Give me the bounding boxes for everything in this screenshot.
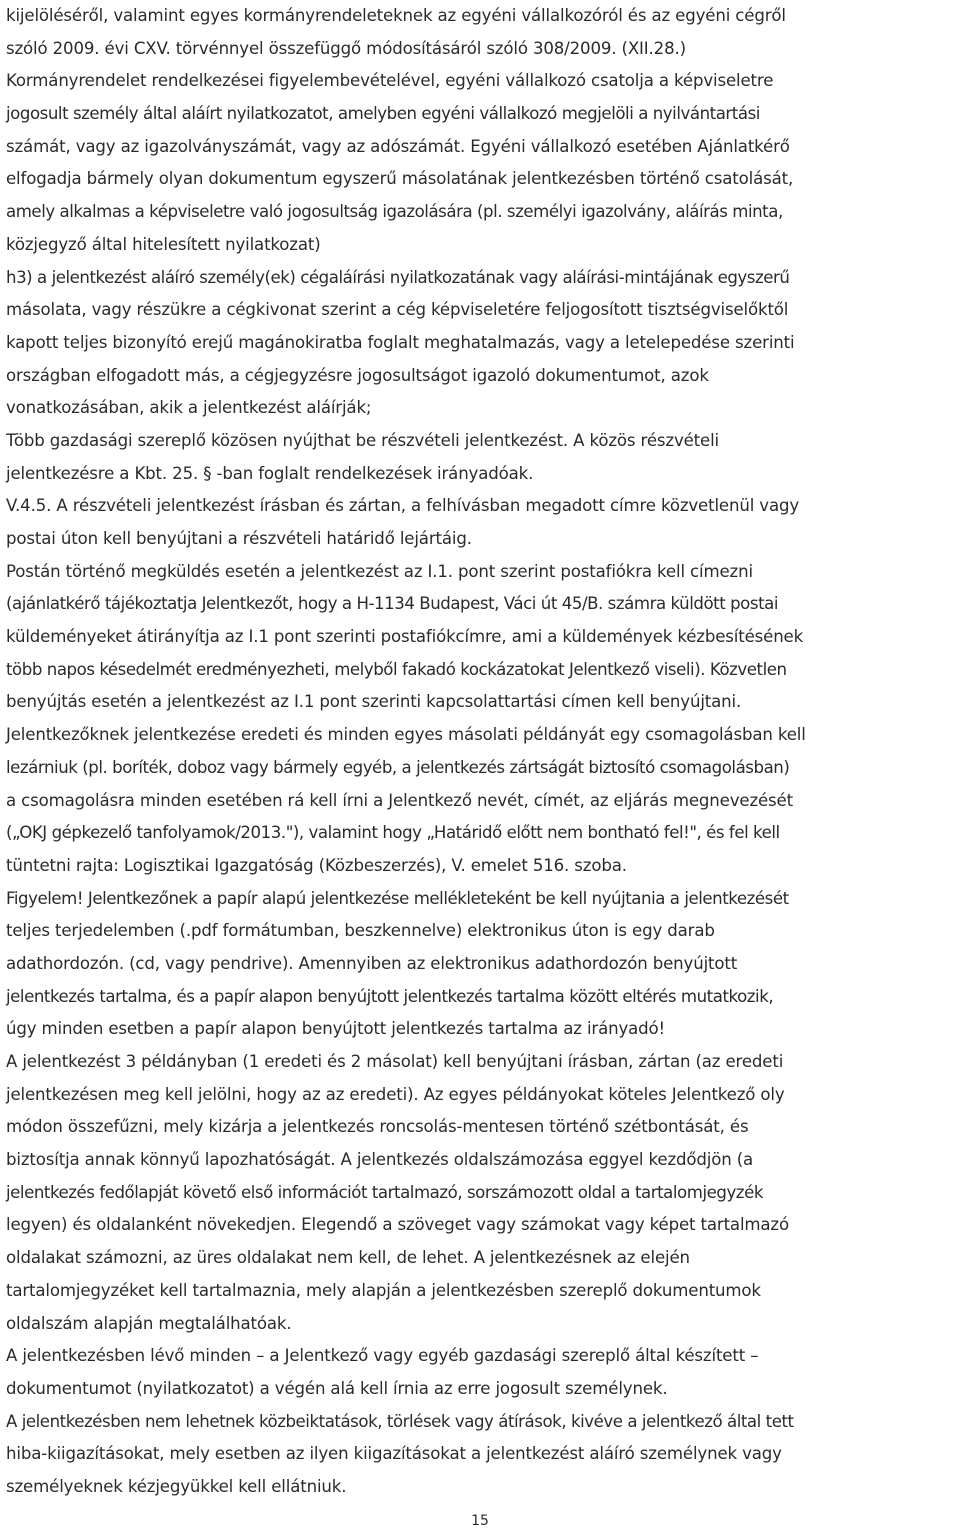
paragraph-packaging [6, 719, 956, 882]
text-line: Több gazdasági szereplő közösen nyújthat be részvételi jelentkezést. A közös részvételi [6, 430, 720, 450]
paragraph-h3-signature [6, 262, 956, 425]
page-number: 15 [471, 1513, 489, 1529]
text-line: hiba-kiigazításokat, mely esetben az ilyen kiigazításokat a jelentkezést aláíró személynek vagy [6, 1444, 782, 1464]
text-line: biztosítja annak könnyű lapozhatóságát. A jelentkezés oldalszámozása eggyel kezdődjön (a [6, 1150, 754, 1170]
text-line: („OKJ gépkezelő tanfolyamok/2013."), valamint hogy „Határidő előtt nem bontható fel!", és fel kell [6, 823, 780, 843]
text-line: szóló 2009. évi CXV. törvénnyel összefüggő módosításáról szóló 308/2009. (XII.28.) [6, 38, 686, 58]
text-line: küldeményeket átirányítja az I.1 pont szerinti postafiókcímre, ami a küldemények kézbesítésének [6, 627, 804, 647]
paragraph-corrections [6, 1406, 956, 1504]
text-line: dokumentumot (nyilatkozatot) a végén alá kell írnia az erre jogosult személynek. [6, 1378, 668, 1398]
text-line: jelentkezésre a Kbt. 25. § -ban foglalt rendelkezések irányadóak. [6, 463, 534, 483]
text-line: A jelentkezésben lévő minden – a Jelentkező vagy egyéb gazdasági szereplő által készített – [6, 1346, 759, 1366]
text-line: benyújtás esetén a jelentkezést az I.1 pont szerinti kapcsolattartási címen kell benyújtani. [6, 692, 742, 712]
text-line: lezárniuk (pl. boríték, doboz vagy bármely egyéb, a jelentkezés zártságát biztosító csomagolásban) [6, 757, 790, 777]
text-line: Postán történő megküldés esetén a jelentkezést az I.1. pont szerint postafiókra kell címezni [6, 561, 753, 581]
text-line: kijelöléséről, valamint egyes kormányrendeleteknek az egyéni vállalkozóról és az egyéni cégről [6, 6, 786, 25]
text-line: h3) a jelentkezést aláíró személy(ek) cégaláírási nyilatkozatának vagy aláírási-mintájának egyszerű [6, 267, 790, 287]
text-line: több napos késedelmét eredményezheti, melyből fakadó kockázatokat Jelentkező viseli). Közvetlen [6, 659, 787, 679]
text-line: Jelentkezőknek jelentkezése eredeti és minden egyes másolati példányát egy csomagolásban kell [6, 725, 806, 745]
paragraph-v45-submission [6, 490, 956, 555]
text-line: úgy minden esetben a papír alapon benyújtott jelentkezés tartalma az irányadó! [6, 1019, 666, 1039]
paragraph-electronic-copy [6, 883, 956, 1046]
text-line: teljes terjedelemben (.pdf formátumban, beszkennelve) elektronikus úton is egy darab [6, 921, 715, 941]
text-line: oldalakat számozni, az üres oldalakat nem kell, de lehet. A jelentkezésnek az elején [6, 1248, 690, 1268]
text-line: Figyelem! Jelentkezőnek a papír alapú jelentkezése mellékleteként be kell nyújtania a jelentkezését [6, 888, 789, 908]
text-line: vonatkozásában, akik a jelentkezést aláírják; [6, 398, 372, 418]
text-line: kapott teljes bizonyító erejű magánokiratba foglalt meghatalmazás, vagy a letelepedése szerinti [6, 332, 795, 352]
text-line: A jelentkezésben nem lehetnek közbeiktatások, törlések vagy átírások, kivéve a jelentkező által tett [6, 1411, 794, 1431]
paragraph-postal-submission [6, 556, 956, 719]
text-line: amely alkalmas a képviseletre való jogosultság igazolására (pl. személyi igazolvány, aláírás minta, [6, 202, 783, 222]
text-line: tüntetni rajta: Logisztikai Igazgatóság (Közbeszerzés), V. emelet 516. szoba. [6, 855, 627, 875]
text-line: jogosult személy által aláírt nyilatkozatot, amelyben egyéni vállalkozó megjelöli a nyilvántartási [6, 104, 760, 124]
paragraph-signing [6, 1340, 956, 1405]
text-line: (ajánlatkérő tájékoztatja Jelentkezőt, hogy a H-1134 Budapest, Váci út 45/B. számra küldött postai [6, 594, 778, 614]
text-line: másolata, vagy részükre a cégkivonat szerint a cég képviseletére feljogosított tisztségviselőktől [6, 300, 789, 320]
text-line: a csomagolásra minden esetében rá kell írni a Jelentkező nevét, címét, az eljárás megnevezését [6, 790, 793, 810]
text-line: A jelentkezést 3 példányban (1 eredeti és 2 másolat) kell benyújtani írásban, zártan (az eredeti [6, 1052, 784, 1071]
text-line: legyen) és oldalanként növekedjen. Elegendő a szöveget vagy számokat vagy képet tartalmazó [6, 1215, 789, 1235]
text-line: számát, vagy az igazolványszámát, vagy az adószámát. Egyéni vállalkozó esetében Ajánlatkérő [6, 136, 790, 156]
paragraph-joint-application [6, 425, 956, 490]
text-line: postai úton kell benyújtani a részvételi határidő lejártáig. [6, 529, 472, 548]
text-line: módon összefűzni, mely kizárja a jelentkezés roncsolás-mentesen történő szétbontását, és [6, 1117, 749, 1137]
paragraph-copies-and-numbering [6, 1046, 956, 1340]
text-line: tartalomjegyzéket kell tartalmaznia, mely alapján a jelentkezésben szereplő dokumentumok [6, 1280, 761, 1300]
text-line: személyeknek kézjegyükkel kell ellátniuk. [6, 1476, 347, 1496]
text-line: Kormányrendelet rendelkezései figyelembevételével, egyéni vállalkozó csatolja a képviseletre [6, 71, 774, 91]
document-body [6, 0, 956, 1504]
paragraph-representation-sole-trader [6, 0, 956, 262]
text-line: közjegyző által hitelesített nyilatkozat) [6, 234, 321, 254]
text-line: elfogadja bármely olyan dokumentum egyszerű másolatának jelentkezésben történő csatolását, [6, 169, 794, 189]
text-line: jelentkezés tartalma, és a papír alapon benyújtott jelentkezés tartalma között eltérés mutatkozik, [6, 986, 774, 1006]
text-line: országban elfogadott más, a cégjegyzésre jogosultságot igazoló dokumentumot, azok [6, 365, 709, 385]
text-line: adathordozón. (cd, vagy pendrive). Amennyiben az elektronikus adathordozón benyújtott [6, 953, 738, 973]
text-line: jelentkezés fedőlapját követő első információt tartalmazó, sorszámozott oldal a tartalomjegyzék [6, 1182, 763, 1202]
text-line: oldalszám alapján megtalálhatóak. [6, 1313, 292, 1333]
text-line: jelentkezésen meg kell jelölni, hogy az az eredeti). Az egyes példányokat köteles Jelentkező oly [6, 1084, 785, 1104]
text-line: V.4.5. A részvételi jelentkezést írásban és zártan, a felhívásban megadott címre közvetlenül vagy [6, 496, 800, 516]
